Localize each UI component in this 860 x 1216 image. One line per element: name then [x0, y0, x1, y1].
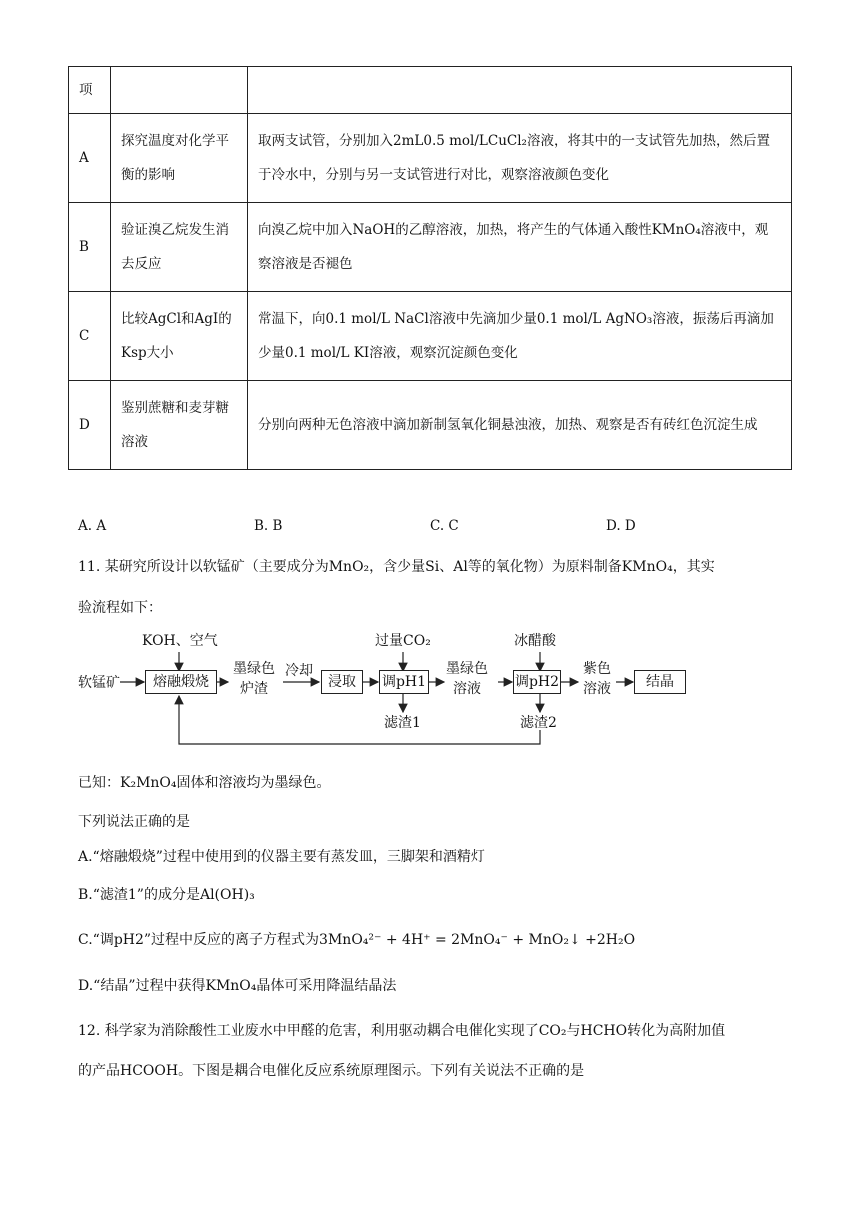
- flow-mid-label: 溶液: [453, 681, 481, 697]
- answer-choice[interactable]: C. C: [430, 518, 459, 534]
- flow-box-ph1: 调pH1: [379, 670, 429, 694]
- option-cell: A: [69, 114, 111, 203]
- q11-option-b[interactable]: B.“滤渣1”的成分是Al(OH)₃: [78, 887, 255, 903]
- answer-choice[interactable]: A. A: [78, 518, 107, 534]
- table-cell: [111, 67, 248, 114]
- answer-choice[interactable]: B. B: [254, 518, 283, 534]
- flow-start-label: 软锰矿: [78, 675, 120, 691]
- purpose-cell: 鉴别蔗糖和麦芽糖溶液: [111, 381, 248, 470]
- flow-box-crystallize: 结晶: [634, 670, 686, 694]
- operation-cell: 向溴乙烷中加入NaOH的乙醇溶液，加热，将产生的气体通入酸性KMnO₄溶液中，观察溶液是否褪色: [248, 203, 792, 292]
- flow-box-ph2: 调pH2: [513, 670, 561, 694]
- flow-input-koh-air: KOH、空气: [142, 633, 218, 649]
- answer-choice[interactable]: D. D: [606, 518, 636, 534]
- table-header-row: [69, 67, 792, 114]
- q11-stem-line2: 验流程如下：: [78, 600, 162, 616]
- table-row: [69, 203, 792, 292]
- q11-known: 已知：K₂MnO₄固体和溶液均为墨绿色。: [78, 775, 331, 791]
- table-cell: [248, 67, 792, 114]
- flow-box-roasting: 熔融煅烧: [145, 670, 217, 694]
- option-cell: C: [69, 292, 111, 381]
- q12-stem-line1: 12. 科学家为消除酸性工业废水中甲醛的危害，利用驱动耦合电催化实现了CO₂与HCHO转化为高附加值: [78, 1023, 726, 1039]
- option-cell: D: [69, 381, 111, 470]
- experiment-table: [68, 66, 792, 470]
- purpose-cell: 比较AgCl和AgI的Ksp大小: [111, 292, 248, 381]
- flow-input-acetic-acid: 冰醋酸: [514, 633, 556, 649]
- flow-residue2: 滤渣2: [520, 715, 557, 731]
- operation-cell: 分别向两种无色溶液中滴加新制氢氧化铜悬浊液，加热、观察是否有砖红色沉淀生成: [248, 381, 792, 470]
- flow-mid-label: 溶液: [583, 681, 611, 697]
- q11-ask: 下列说法正确的是: [78, 814, 190, 830]
- purpose-cell: 探究温度对化学平衡的影响: [111, 114, 248, 203]
- flow-input-co2: 过量CO₂: [375, 633, 431, 649]
- q11-option-c[interactable]: C.“调pH2”过程中反应的离子方程式为3MnO₄²⁻ + 4H⁺ = 2MnO₄⁻ + MnO₂↓ +2H₂O: [78, 932, 636, 948]
- operation-cell: 取两支试管，分别加入2mL0.5 mol/LCuCl₂溶液，将其中的一支试管先加热，然后置于冷水中，分别与另一支试管进行对比，观察溶液颜色变化: [248, 114, 792, 203]
- table-row: [69, 381, 792, 470]
- process-flowchart: [78, 630, 718, 750]
- flow-cool-label: 冷却: [285, 663, 313, 679]
- purpose-cell: 验证溴乙烷发生消去反应: [111, 203, 248, 292]
- flow-mid-label: 炉渣: [240, 681, 268, 697]
- option-cell: B: [69, 203, 111, 292]
- table-row: [69, 292, 792, 381]
- q11-option-d[interactable]: D.“结晶”过程中获得KMnO₄晶体可采用降温结晶法: [78, 978, 397, 994]
- q11-stem-line1: 11. 某研究所设计以软锰矿（主要成分为MnO₂，含少量Si、Al等的氧化物）为原料制备KMnO₄，其实: [78, 559, 715, 575]
- flow-mid-label: 紫色: [583, 661, 611, 677]
- table-cell: 项: [69, 67, 111, 114]
- table-row: [69, 114, 792, 203]
- flow-mid-label: 墨绿色: [446, 661, 488, 677]
- q11-option-a[interactable]: A.“熔融煅烧”过程中使用到的仪器主要有蒸发皿，三脚架和酒精灯: [78, 849, 485, 865]
- flow-mid-label: 墨绿色: [233, 661, 275, 677]
- q12-stem-line2: 的产品HCOOH。下图是耦合电催化反应系统原理图示。下列有关说法不正确的是: [78, 1063, 585, 1079]
- flow-residue1: 滤渣1: [384, 715, 421, 731]
- flow-box-leaching: 浸取: [321, 670, 363, 694]
- operation-cell: 常温下，向0.1 mol/L NaCl溶液中先滴加少量0.1 mol/L AgNO₃溶液，振荡后再滴加少量0.1 mol/L KI溶液，观察沉淀颜色变化: [248, 292, 792, 381]
